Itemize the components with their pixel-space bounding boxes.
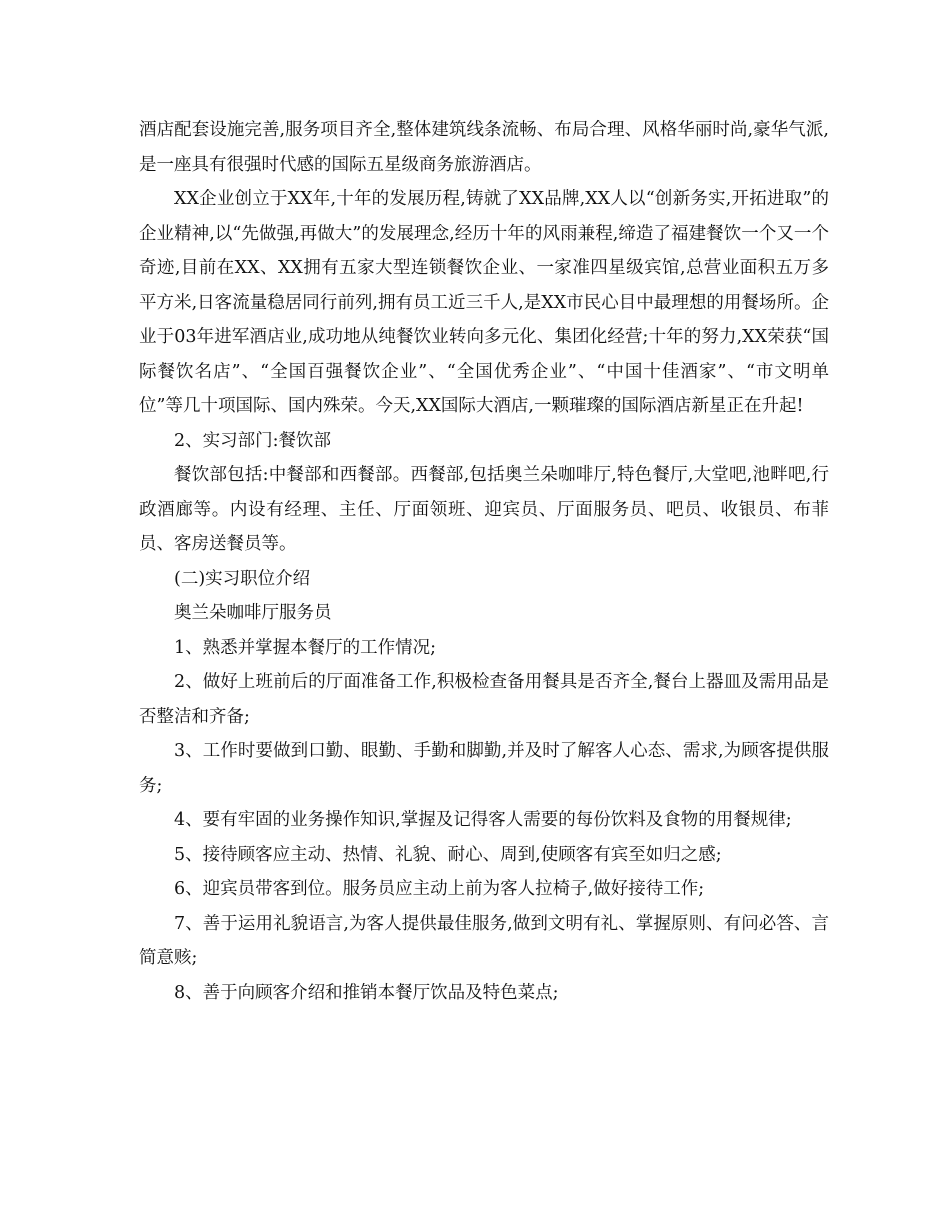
paragraph-hotel-facilities: 酒店配套设施完善,服务项目齐全,整体建筑线条流畅、布局合理、风格华丽时尚,豪华气派,是一座具有很强时代感的国际五星级商务旅游酒店。 <box>139 120 829 175</box>
duty-item-8: 8、善于向顾客介绍和推销本餐厅饮品及特色菜点; <box>174 982 559 1003</box>
document-body <box>139 113 829 1010</box>
duty-item-3: 3、工作时要做到口勤、眼勤、手勤和脚勤,并及时了解客人心态、需求,为顾客提供服务; <box>139 741 829 796</box>
duty-item-1: 1、熟悉并掌握本餐厅的工作情况; <box>174 637 437 658</box>
position-title: 奥兰朵咖啡厅服务员 <box>174 603 332 623</box>
duty-item-4: 4、要有牢固的业务操作知识,掌握及记得客人需要的每份饮料及食物的用餐规律; <box>174 810 792 830</box>
paragraph-department-description: 餐饮部包括:中餐部和西餐部。西餐部,包括奥兰朵咖啡厅,特色餐厅,大堂吧,池畔吧,行政酒廊等。内设有经理、主任、厅面领班、迎宾员、厅面服务员、吧员、收银员、布菲员、客房送餐员等。 <box>139 465 829 554</box>
paragraph-company-history: XX企业创立于XX年,十年的发展历程,铸就了XX品牌,XX人以“创新务实,开拓进取”的企业精神,以“先做强,再做大”的发展理念,经历十年的风雨兼程,缔造了福建餐饮一个又一个奇迹,目前在XX、XX拥有五家大型连锁餐饮企业、一家准四星级宾馆,总营业面积五万多平方米,日客流量稳居同行前列,拥有员工近三千人,是XX市民心目中最理想的用餐场所。企业于03年进军酒店业,成功地从纯餐饮业转向多元化、集团化经营;十年的努力,XX荣获“国际餐饮名店”、“全国百强餐饮企业”、“全国优秀企业”、“中国十佳酒家”、“市文明单位”等几十项国际、国内殊荣。今天,XX国际大酒店,一颗璀璨的国际酒店新星正在升起! <box>139 189 829 416</box>
duty-item-5: 5、接待顾客应主动、热情、礼貌、耐心、周到,使顾客有宾至如归之感; <box>174 844 722 865</box>
duty-item-7: 7、善于运用礼貌语言,为客人提供最佳服务,做到文明有礼、掌握原则、有问必答、言简意赅; <box>139 913 829 968</box>
duty-item-2: 2、做好上班前后的厅面准备工作,积极检查备用餐具是否齐全,餐台上器皿及需用品是否整洁和齐备; <box>139 672 829 727</box>
section-heading-position-intro: (二)实习职位介绍 <box>174 568 311 589</box>
paragraph-department-heading: 2、实习部门:餐饮部 <box>174 430 332 451</box>
duty-item-6: 6、迎宾员带客到位。服务员应主动上前为客人拉椅子,做好接待工作; <box>174 879 705 899</box>
